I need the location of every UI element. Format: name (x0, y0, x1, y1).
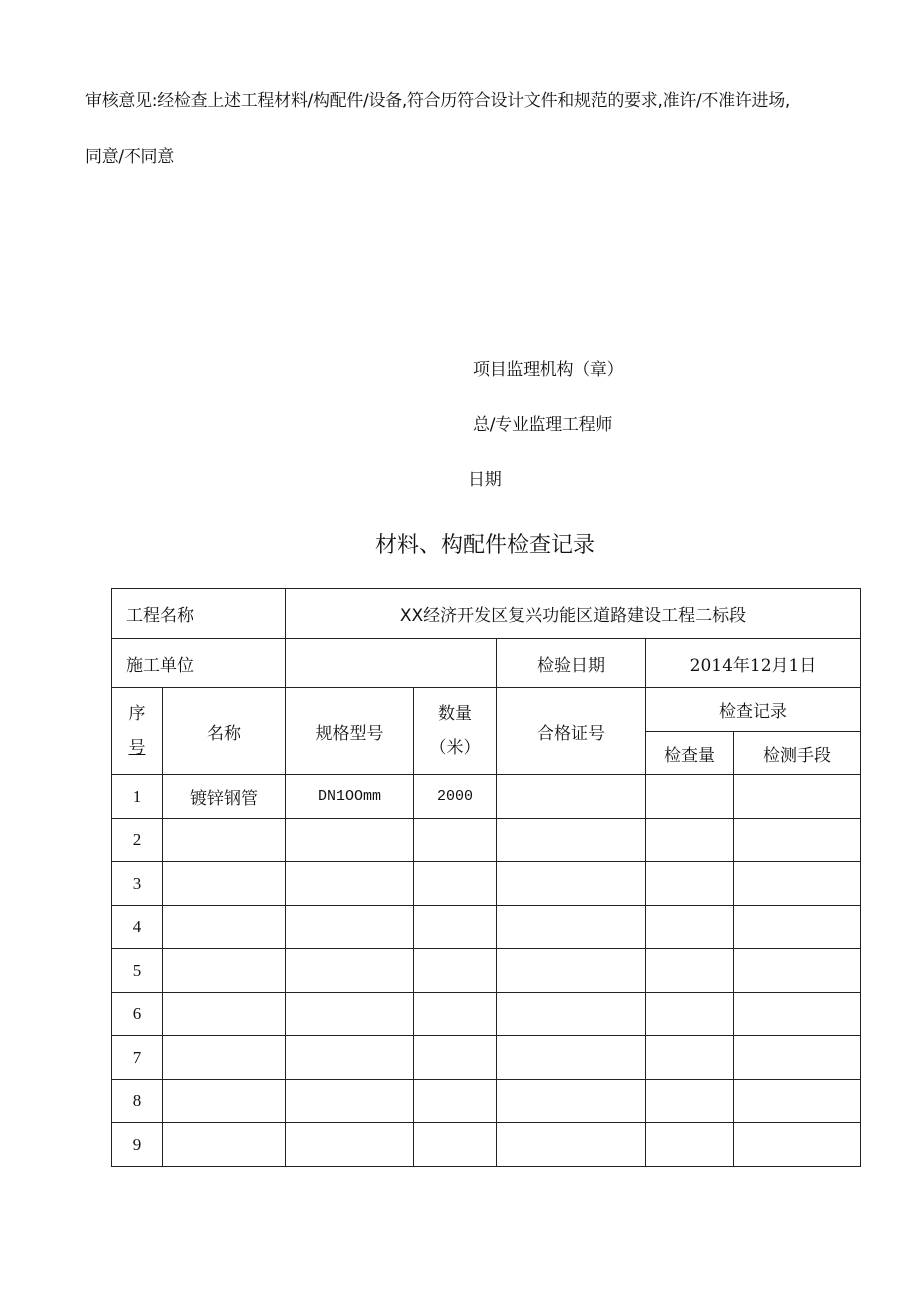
row-cert (497, 1036, 646, 1080)
header-qty-line2: （米） (429, 738, 481, 758)
table-row (112, 1080, 861, 1123)
inspection-date-value: 2014年12月1日 (646, 639, 861, 688)
page-title: 材料、构配件检查记录 (374, 533, 595, 558)
row-cert (497, 993, 646, 1036)
table-row (112, 993, 861, 1036)
table-row (112, 862, 861, 906)
row-name (163, 862, 286, 906)
supervision-engineer-label: 总/专业监理工程师 (473, 415, 613, 435)
table-row (112, 1123, 861, 1167)
row-spec (286, 862, 414, 906)
signature-date-label: 日期 (468, 470, 502, 490)
project-name-label: 工程名称 (112, 589, 286, 639)
row-cert (497, 906, 646, 949)
row-qty (414, 949, 497, 993)
row-method (734, 1080, 861, 1123)
table-row (112, 1036, 861, 1080)
row-inspect-qty (646, 1080, 734, 1123)
row-method (734, 949, 861, 993)
row-qty (414, 906, 497, 949)
row-seq: 4 (112, 906, 163, 949)
row-inspect-qty (646, 949, 734, 993)
row-method (734, 862, 861, 906)
header-inspection-record: 检查记录 (646, 688, 861, 732)
row-name (163, 1036, 286, 1080)
row-name (163, 993, 286, 1036)
row-seq: 5 (112, 949, 163, 993)
review-opinion-line2: 同意/不同意 (85, 147, 174, 167)
row-qty (414, 1080, 497, 1123)
header-spec: 规格型号 (286, 688, 414, 775)
header-seq-line2: 号 (128, 738, 146, 758)
row-name (163, 906, 286, 949)
supervision-org-seal-label: 项目监理机构（章） (473, 360, 624, 380)
header-seq-line1: 序 (128, 704, 146, 724)
row-inspect-qty (646, 862, 734, 906)
row-seq: 6 (112, 993, 163, 1036)
row-spec (286, 819, 414, 862)
row-inspect-qty (646, 775, 734, 819)
row-spec (286, 1123, 414, 1167)
row-cert (497, 819, 646, 862)
row-seq: 1 (112, 775, 163, 819)
table-row (112, 819, 861, 862)
row-method (734, 819, 861, 862)
inspection-record-table (111, 588, 861, 1167)
row-name: 镀锌钢管 (163, 775, 286, 819)
row-method (734, 775, 861, 819)
table-row (112, 906, 861, 949)
row-inspect-qty (646, 1123, 734, 1167)
row-name (163, 1080, 286, 1123)
row-qty: 2000 (414, 775, 497, 819)
row-method (734, 906, 861, 949)
row-name (163, 949, 286, 993)
row-name (163, 1123, 286, 1167)
row-qty (414, 1123, 497, 1167)
header-seq (112, 688, 163, 775)
row-inspect-qty (646, 906, 734, 949)
row-cert (497, 949, 646, 993)
row-spec (286, 993, 414, 1036)
row-qty (414, 1036, 497, 1080)
row-name (163, 819, 286, 862)
row-inspect-qty (646, 1036, 734, 1080)
header-cert: 合格证号 (497, 688, 646, 775)
row-method (734, 1123, 861, 1167)
row-method (734, 993, 861, 1036)
row-method (734, 1036, 861, 1080)
inspection-date-label: 检验日期 (497, 639, 646, 688)
row-seq: 9 (112, 1123, 163, 1167)
table-row (112, 949, 861, 993)
row-cert (497, 775, 646, 819)
row-seq: 8 (112, 1080, 163, 1123)
project-name-value: XX经济开发区复兴功能区道路建设工程二标段 (286, 589, 861, 639)
row-inspect-qty (646, 993, 734, 1036)
review-opinion-line1: 审核意见:经检查上述工程材料/构配件/设备,符合历符合设计文件和规范的要求,准许/不准许进场, (85, 91, 791, 111)
header-name: 名称 (163, 688, 286, 775)
row-cert (497, 1080, 646, 1123)
table-row (112, 775, 861, 819)
row-spec: DN1OOmm (286, 775, 414, 819)
row-seq: 2 (112, 819, 163, 862)
row-seq: 7 (112, 1036, 163, 1080)
header-qty-line1: 数量 (438, 704, 472, 724)
row-spec (286, 949, 414, 993)
row-spec (286, 906, 414, 949)
row-spec (286, 1036, 414, 1080)
header-qty (414, 688, 497, 775)
header-method: 检测手段 (734, 732, 861, 775)
row-qty (414, 819, 497, 862)
row-cert (497, 862, 646, 906)
contractor-label: 施工单位 (112, 639, 286, 688)
row-qty (414, 862, 497, 906)
header-inspect-qty: 检查量 (646, 732, 734, 775)
contractor-value (286, 639, 497, 688)
row-qty (414, 993, 497, 1036)
row-spec (286, 1080, 414, 1123)
row-seq: 3 (112, 862, 163, 906)
row-cert (497, 1123, 646, 1167)
row-inspect-qty (646, 819, 734, 862)
